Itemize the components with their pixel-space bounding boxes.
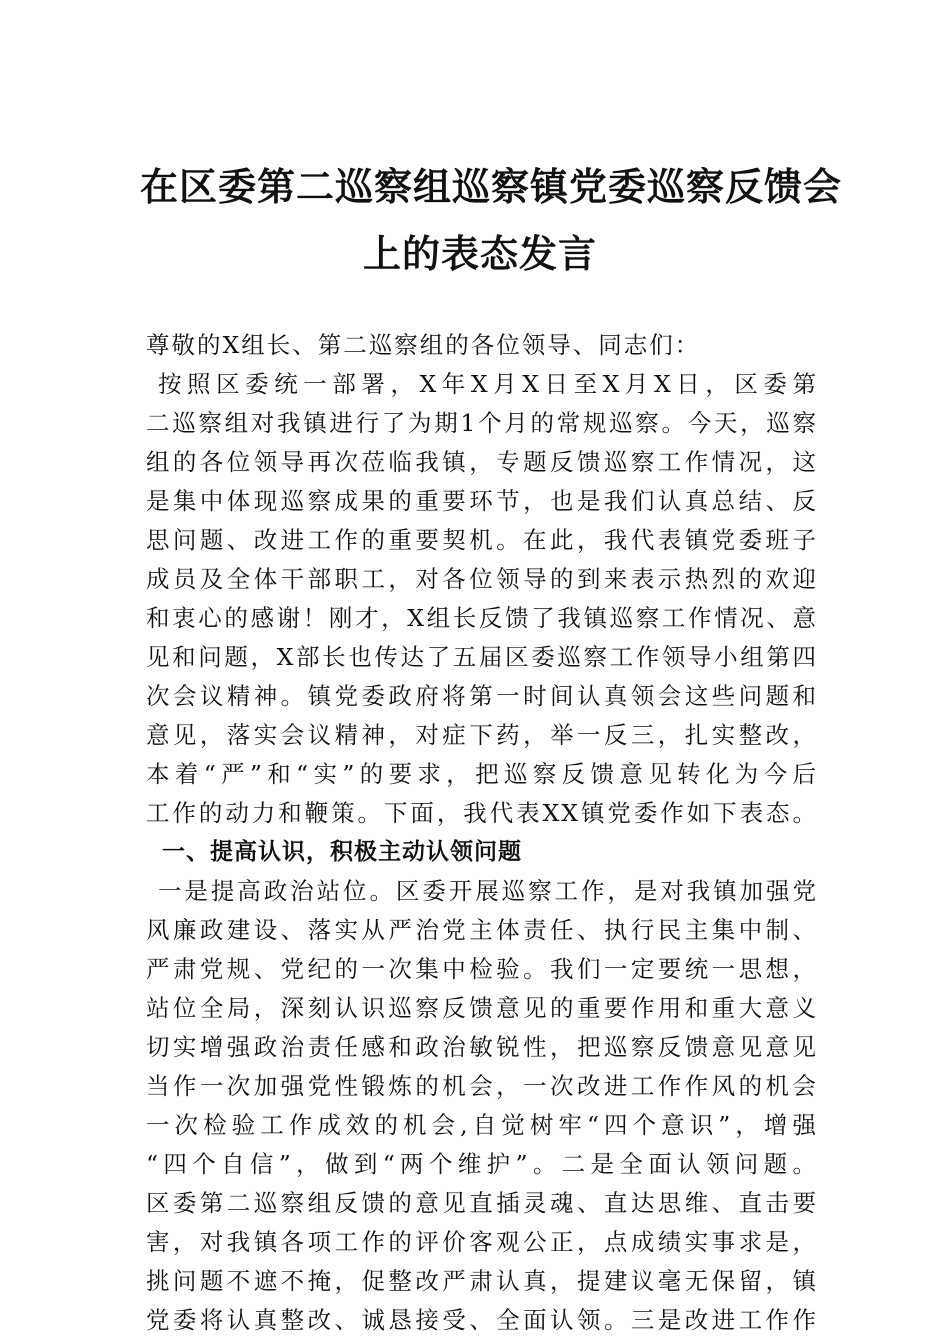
document-body [146, 326, 818, 1340]
document-title-line-2: 上的表态发言 [362, 231, 597, 276]
paragraph-1-line: 意见，落实会议精神，对症下药，举一反三，扎实整改， [146, 721, 818, 749]
paragraph-2-line: 严肃党规、党纪的一次集中检验。我们一定要统一思想， [146, 955, 818, 983]
paragraph-1-line: 次会议精神。镇党委政府将第一时间认真领会这些问题和 [146, 682, 818, 710]
document-title-line-1: 在区委第二巡察组巡察镇党委巡察反馈会 [140, 164, 843, 209]
paragraph-2-line: 一是提高政治站位。区委开展巡察工作，是对我镇加强党 [158, 877, 818, 905]
paragraph-2-line: “四个自信”，做到“两个维护”。二是全面认领问题。 [146, 1150, 818, 1178]
paragraph-1-line: 工作的动力和鞭策。下面，我代表XX镇党委作如下表态。 [146, 799, 818, 827]
paragraph-2-line: 挑问题不遮不掩，促整改严肃认真，提建议毫无保留，镇 [146, 1267, 818, 1295]
paragraph-2-line: 害，对我镇各项工作的评价客观公正，点成绩实事求是， [146, 1228, 818, 1256]
paragraph-1-line: 二巡察组对我镇进行了为期1个月的常规巡察。今天，巡察 [146, 409, 818, 437]
section-1-heading: 一、提高认识，积极主动认领问题 [162, 839, 522, 865]
paragraph-2-line: 区委第二巡察组反馈的意见直插灵魂、直达思维、直击要 [146, 1189, 818, 1217]
paragraph-2-line: 站位全局，深刻认识巡察反馈意见的重要作用和重大意义 [146, 994, 818, 1022]
paragraph-2-line: 当作一次加强党性锻炼的机会，一次改进工作作风的机会 [146, 1072, 818, 1100]
paragraph-1-line: 成员及全体干部职工，对各位领导的到来表示热烈的欢迎 [146, 565, 818, 593]
paragraph-1-line: 按照区委统一部署，X年X月X日至X月X日，区委第 [158, 370, 818, 398]
salutation: 尊敬的X组长、第二巡察组的各位领导、同志们： [146, 331, 701, 359]
paragraph-1-line: 本着“严”和“实”的要求，把巡察反馈意见转化为今后 [146, 760, 818, 788]
paragraph-2-line: 风廉政建设、落实从严治党主体责任、执行民主集中制、 [146, 916, 818, 944]
paragraph-2-line: 一次检验工作成效的机会,自觉树牢“四个意识”，增强 [146, 1111, 818, 1139]
paragraph-1-line: 见和问题，X部长也传达了五届区委巡察工作领导小组第四 [146, 643, 818, 671]
paragraph-1-line: 组的各位领导再次莅临我镇，专题反馈巡察工作情况，这 [146, 448, 818, 476]
paragraph-2-line: 党委将认真整改、诚恳接受、全面认领。三是改进工作作 [146, 1306, 818, 1334]
paragraph-2-line: 切实增强政治责任感和政治敏锐性，把巡察反馈意见意见 [146, 1033, 818, 1061]
paragraph-1-line: 是集中体现巡察成果的重要环节，也是我们认真总结、反 [146, 487, 818, 515]
paragraph-1-line: 和衷心的感谢！刚才，X组长反馈了我镇巡察工作情况、意 [146, 604, 818, 632]
paragraph-1-line: 思问题、改进工作的重要契机。在此，我代表镇党委班子 [146, 526, 818, 554]
